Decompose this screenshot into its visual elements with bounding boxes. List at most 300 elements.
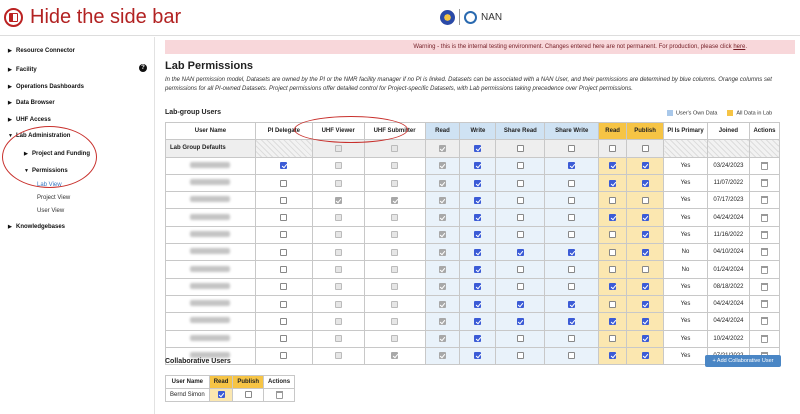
pi-is-primary-cell: No xyxy=(664,261,708,278)
collab-row xyxy=(166,389,295,402)
permission-cell xyxy=(496,157,545,174)
permission-cell xyxy=(425,157,460,174)
checkbox[interactable] xyxy=(335,301,342,308)
collab-col-publish: Publish xyxy=(233,376,264,389)
permission-cell xyxy=(460,261,496,278)
checkbox[interactable] xyxy=(335,214,342,221)
help-icon[interactable]: ? xyxy=(139,64,147,72)
caret-right-icon: ▶ xyxy=(8,224,12,230)
permission-cell xyxy=(599,209,627,226)
legend-own-swatch xyxy=(667,110,673,116)
checkbox[interactable] xyxy=(609,352,616,359)
checkbox[interactable] xyxy=(280,162,287,169)
checkbox[interactable] xyxy=(517,145,524,152)
permission-cell xyxy=(599,174,627,191)
checkbox[interactable] xyxy=(391,197,398,204)
defaults-pi-is-primary xyxy=(664,140,708,157)
checkbox[interactable] xyxy=(280,266,287,273)
permission-cell xyxy=(545,192,599,209)
checkbox[interactable] xyxy=(474,197,481,204)
checkbox[interactable] xyxy=(517,249,524,256)
permission-cell xyxy=(496,330,545,347)
sidebar-item-user-view[interactable]: User View xyxy=(37,208,65,214)
permission-cell xyxy=(627,330,664,347)
actions-cell xyxy=(749,157,779,174)
permission-cell xyxy=(364,347,425,364)
checkbox[interactable] xyxy=(568,197,575,204)
trash-icon[interactable] xyxy=(761,300,768,308)
permission-cell xyxy=(599,192,627,209)
sidebar-item-facility[interactable]: ▶ Facility xyxy=(8,67,37,73)
permission-cell xyxy=(496,295,545,312)
caret-right-icon: ▶ xyxy=(8,67,12,73)
col-read: Read xyxy=(425,123,460,140)
pi-is-primary-cell: Yes xyxy=(664,295,708,312)
checkbox[interactable] xyxy=(280,301,287,308)
logo-divider xyxy=(459,9,460,25)
checkbox[interactable] xyxy=(391,180,398,187)
caret-right-icon: ▶ xyxy=(8,100,12,106)
production-link[interactable]: here xyxy=(733,44,746,50)
redacted-user-name xyxy=(190,248,230,254)
trash-icon[interactable] xyxy=(761,248,768,256)
checkbox[interactable] xyxy=(439,335,446,342)
checkbox[interactable] xyxy=(391,231,398,238)
checkbox[interactable] xyxy=(609,335,616,342)
checkbox[interactable] xyxy=(439,352,446,359)
add-collaborative-user-button[interactable]: + Add Collaborative User xyxy=(705,355,781,367)
pi-is-primary-cell: No xyxy=(664,244,708,261)
permission-cell xyxy=(364,261,425,278)
checkbox[interactable] xyxy=(335,266,342,273)
joined-cell: 04/24/2024 xyxy=(707,209,749,226)
actions-cell xyxy=(749,192,779,209)
checkbox[interactable] xyxy=(335,249,342,256)
checkbox[interactable] xyxy=(391,145,398,152)
checkbox[interactable] xyxy=(439,301,446,308)
checkbox[interactable] xyxy=(335,162,342,169)
checkbox[interactable] xyxy=(335,145,342,152)
sidebar-item-project-view[interactable]: Project View xyxy=(37,195,71,201)
trash-icon[interactable] xyxy=(761,231,768,239)
sidebar-item-data-browser[interactable]: ▶ Data Browser xyxy=(8,100,55,106)
checkbox[interactable] xyxy=(517,352,524,359)
checkbox[interactable] xyxy=(568,214,575,221)
actions-cell xyxy=(749,330,779,347)
permission-cell xyxy=(545,261,599,278)
checkbox[interactable] xyxy=(568,145,575,152)
checkbox[interactable] xyxy=(280,283,287,290)
permission-cell xyxy=(496,209,545,226)
permission-cell xyxy=(255,209,312,226)
permission-cell xyxy=(312,226,364,243)
permission-cell xyxy=(425,347,460,364)
redacted-user-name xyxy=(190,162,230,168)
table-row xyxy=(166,209,780,226)
checkbox[interactable] xyxy=(280,197,287,204)
joined-cell: 11/07/2022 xyxy=(707,174,749,191)
caret-right-icon: ▶ xyxy=(8,48,12,54)
checkbox[interactable] xyxy=(245,391,252,398)
checkbox[interactable] xyxy=(335,335,342,342)
collab-user-name: Bernd Simon xyxy=(166,389,210,402)
permission-cell xyxy=(627,226,664,243)
joined-cell: 04/24/2024 xyxy=(707,295,749,312)
checkbox[interactable] xyxy=(439,283,446,290)
permission-cell xyxy=(425,226,460,243)
permission-cell xyxy=(425,174,460,191)
permission-cell xyxy=(460,209,496,226)
collaborative-users-table xyxy=(165,375,295,402)
permission-cell xyxy=(460,174,496,191)
col-lab-read: Read xyxy=(599,123,627,140)
checkbox[interactable] xyxy=(335,318,342,325)
checkbox[interactable] xyxy=(568,283,575,290)
checkbox[interactable] xyxy=(439,162,446,169)
actions-cell xyxy=(749,244,779,261)
joined-cell: 10/24/2022 xyxy=(707,330,749,347)
nan-logo-icon xyxy=(464,11,477,24)
col-uhf-viewer: UHF Viewer xyxy=(312,123,364,140)
checkbox[interactable] xyxy=(280,214,287,221)
pi-is-primary-cell: Yes xyxy=(664,192,708,209)
defaults-uhf-submitter xyxy=(364,140,425,157)
permission-cell xyxy=(312,192,364,209)
permission-cell xyxy=(255,295,312,312)
defaults-uhf-viewer xyxy=(312,140,364,157)
permission-cell xyxy=(545,174,599,191)
permission-cell xyxy=(364,174,425,191)
permission-cell xyxy=(255,261,312,278)
checkbox[interactable] xyxy=(391,283,398,290)
user-name-cell xyxy=(166,157,256,174)
actions-cell xyxy=(749,278,779,295)
checkbox[interactable] xyxy=(609,318,616,325)
pi-is-primary-cell: Yes xyxy=(664,209,708,226)
trash-icon[interactable] xyxy=(761,335,768,343)
trash-icon[interactable] xyxy=(761,179,768,187)
checkbox[interactable] xyxy=(642,180,649,187)
checkbox[interactable] xyxy=(474,266,481,273)
checkbox[interactable] xyxy=(642,249,649,256)
permission-cell xyxy=(599,278,627,295)
sidebar-item-uhf-access[interactable]: ▶ UHF Access xyxy=(8,117,51,123)
sidebar-item-resource-connector[interactable]: ▶ Resource Connector xyxy=(8,48,76,54)
permission-cell xyxy=(496,347,545,364)
checkbox[interactable] xyxy=(609,145,616,152)
checkbox[interactable] xyxy=(474,352,481,359)
user-name-cell xyxy=(166,209,256,226)
defaults-write xyxy=(460,140,496,157)
checkbox[interactable] xyxy=(474,162,481,169)
checkbox[interactable] xyxy=(568,266,575,273)
checkbox[interactable] xyxy=(642,145,649,152)
checkbox[interactable] xyxy=(280,352,287,359)
permission-cell xyxy=(312,209,364,226)
checkbox[interactable] xyxy=(642,318,649,325)
permission-cell xyxy=(312,313,364,330)
lab-permissions-table xyxy=(165,122,780,365)
checkbox[interactable] xyxy=(439,197,446,204)
caret-right-icon: ▶ xyxy=(8,84,12,90)
checkbox[interactable] xyxy=(439,180,446,187)
permission-cell xyxy=(425,192,460,209)
caret-down-icon: ▼ xyxy=(8,133,13,139)
permission-cell xyxy=(255,244,312,261)
app-logo[interactable] xyxy=(440,9,502,25)
permission-cell xyxy=(312,157,364,174)
checkbox[interactable] xyxy=(517,283,524,290)
checkbox[interactable] xyxy=(391,301,398,308)
checkbox[interactable] xyxy=(517,266,524,273)
checkbox[interactable] xyxy=(517,318,524,325)
table-row xyxy=(166,226,780,243)
checkbox[interactable] xyxy=(474,301,481,308)
permission-cell xyxy=(545,330,599,347)
sidebar-item-knowledgebases[interactable]: ▶ Knowledgebases xyxy=(8,224,66,230)
checkbox[interactable] xyxy=(391,162,398,169)
permission-cell xyxy=(255,313,312,330)
collab-read-cell xyxy=(209,389,233,402)
joined-cell: 01/24/2024 xyxy=(707,261,749,278)
user-name-cell xyxy=(166,295,256,312)
permission-cell xyxy=(364,226,425,243)
checkbox[interactable] xyxy=(474,335,481,342)
user-name-cell xyxy=(166,313,256,330)
checkbox[interactable] xyxy=(474,249,481,256)
defaults-publish xyxy=(627,140,664,157)
actions-cell xyxy=(749,313,779,330)
permission-cell xyxy=(496,226,545,243)
checkbox[interactable] xyxy=(609,301,616,308)
permission-cell xyxy=(460,157,496,174)
defaults-actions xyxy=(749,140,779,157)
logo-text: NAN xyxy=(481,11,503,23)
checkbox[interactable] xyxy=(439,249,446,256)
checkbox[interactable] xyxy=(439,145,446,152)
trash-icon[interactable] xyxy=(761,196,768,204)
collab-publish-cell xyxy=(233,389,264,402)
permission-cell xyxy=(460,226,496,243)
hide-sidebar-label[interactable]: Hide the side bar xyxy=(30,6,182,28)
checkbox[interactable] xyxy=(280,231,287,238)
trash-icon[interactable] xyxy=(761,317,768,325)
col-joined: Joined xyxy=(707,123,749,140)
checkbox[interactable] xyxy=(391,335,398,342)
checkbox[interactable] xyxy=(391,352,398,359)
sidebar-item-lab-view[interactable]: Lab View xyxy=(37,182,62,188)
checkbox[interactable] xyxy=(335,197,342,204)
permission-cell xyxy=(460,347,496,364)
sidebar-toggle-icon[interactable] xyxy=(4,8,23,27)
table-row xyxy=(166,278,780,295)
table-row xyxy=(166,244,780,261)
checkbox[interactable] xyxy=(517,335,524,342)
checkbox[interactable] xyxy=(439,266,446,273)
checkbox[interactable] xyxy=(642,266,649,273)
permission-cell xyxy=(425,244,460,261)
col-share-read: Share Read xyxy=(496,123,545,140)
permission-cell xyxy=(255,174,312,191)
checkbox[interactable] xyxy=(517,301,524,308)
permission-cell xyxy=(460,278,496,295)
trash-icon[interactable] xyxy=(761,283,768,291)
redacted-user-name xyxy=(190,283,230,289)
trash-icon[interactable] xyxy=(761,214,768,222)
permission-cell xyxy=(627,261,664,278)
checkbox[interactable] xyxy=(568,249,575,256)
table-row xyxy=(166,330,780,347)
permission-cell xyxy=(364,209,425,226)
collab-col-user-name: User Name xyxy=(166,376,210,389)
legend xyxy=(667,110,772,116)
checkbox[interactable] xyxy=(517,162,524,169)
checkbox[interactable] xyxy=(568,318,575,325)
joined-cell: 04/24/2024 xyxy=(707,313,749,330)
checkbox[interactable] xyxy=(517,180,524,187)
trash-icon[interactable] xyxy=(761,266,768,274)
checkbox[interactable] xyxy=(568,335,575,342)
permission-cell xyxy=(599,157,627,174)
permission-cell xyxy=(599,313,627,330)
checkbox[interactable] xyxy=(439,214,446,221)
permission-cell xyxy=(460,295,496,312)
checkbox[interactable] xyxy=(280,318,287,325)
redacted-user-name xyxy=(190,266,230,272)
checkbox[interactable] xyxy=(568,301,575,308)
checkbox[interactable] xyxy=(474,318,481,325)
permission-cell xyxy=(312,347,364,364)
permission-cell xyxy=(364,295,425,312)
checkbox[interactable] xyxy=(642,197,649,204)
user-name-cell xyxy=(166,226,256,243)
permission-cell xyxy=(425,295,460,312)
trash-icon[interactable] xyxy=(761,162,768,170)
checkbox[interactable] xyxy=(474,231,481,238)
checkbox[interactable] xyxy=(609,249,616,256)
defaults-lab-read xyxy=(599,140,627,157)
checkbox[interactable] xyxy=(474,145,481,152)
defaults-read xyxy=(425,140,460,157)
redacted-user-name xyxy=(190,317,230,323)
checkbox[interactable] xyxy=(609,197,616,204)
joined-cell: 07/17/2023 xyxy=(707,192,749,209)
checkbox[interactable] xyxy=(642,301,649,308)
sidebar-item-operations-dashboards[interactable]: ▶ Operations Dashboards xyxy=(8,84,85,90)
permission-cell xyxy=(312,174,364,191)
collab-header-row xyxy=(166,376,295,389)
defaults-pi-delegate xyxy=(255,140,312,157)
permission-cell xyxy=(496,278,545,295)
checkbox[interactable] xyxy=(517,231,524,238)
checkbox[interactable] xyxy=(609,231,616,238)
pi-is-primary-cell: Yes xyxy=(664,347,708,364)
checkbox[interactable] xyxy=(335,231,342,238)
checkbox[interactable] xyxy=(642,214,649,221)
checkbox[interactable] xyxy=(517,214,524,221)
checkbox[interactable] xyxy=(568,162,575,169)
table-row xyxy=(166,313,780,330)
checkbox[interactable] xyxy=(568,352,575,359)
checkbox[interactable] xyxy=(568,231,575,238)
sidebar-item-project-and-funding[interactable]: ▶ Project and Funding xyxy=(24,151,90,157)
collab-col-actions: Actions xyxy=(264,376,295,389)
checkbox[interactable] xyxy=(642,162,649,169)
checkbox[interactable] xyxy=(391,214,398,221)
redacted-user-name xyxy=(190,300,230,306)
user-name-cell xyxy=(166,261,256,278)
checkbox[interactable] xyxy=(568,180,575,187)
checkbox[interactable] xyxy=(335,180,342,187)
checkbox[interactable] xyxy=(280,335,287,342)
redacted-user-name xyxy=(190,179,230,185)
checkbox[interactable] xyxy=(609,162,616,169)
actions-cell xyxy=(749,209,779,226)
permission-cell xyxy=(627,157,664,174)
col-write: Write xyxy=(460,123,496,140)
checkbox[interactable] xyxy=(439,318,446,325)
checkbox[interactable] xyxy=(517,197,524,204)
sidebar-item-lab-administration[interactable]: ▼ Lab Administration xyxy=(8,133,71,139)
checkbox[interactable] xyxy=(642,283,649,290)
checkbox[interactable] xyxy=(642,231,649,238)
sidebar-item-permissions[interactable]: ▼ Permissions xyxy=(24,168,68,174)
permission-cell xyxy=(496,244,545,261)
checkbox[interactable] xyxy=(609,283,616,290)
checkbox[interactable] xyxy=(391,266,398,273)
checkbox[interactable] xyxy=(391,318,398,325)
actions-cell xyxy=(749,295,779,312)
seal-icon xyxy=(440,10,455,25)
permission-cell xyxy=(627,209,664,226)
actions-cell xyxy=(749,261,779,278)
checkbox[interactable] xyxy=(609,214,616,221)
checkbox[interactable] xyxy=(335,352,342,359)
checkbox[interactable] xyxy=(642,352,649,359)
permission-cell xyxy=(627,192,664,209)
checkbox[interactable] xyxy=(391,249,398,256)
checkbox[interactable] xyxy=(280,249,287,256)
user-name-cell xyxy=(166,174,256,191)
checkbox[interactable] xyxy=(474,180,481,187)
checkbox[interactable] xyxy=(218,391,225,398)
trash-icon[interactable] xyxy=(276,391,283,399)
defaults-joined xyxy=(707,140,749,157)
legend-own: User's Own Data xyxy=(667,110,717,116)
checkbox[interactable] xyxy=(439,231,446,238)
checkbox[interactable] xyxy=(474,283,481,290)
checkbox[interactable] xyxy=(609,266,616,273)
permission-cell xyxy=(545,226,599,243)
user-name-cell xyxy=(166,192,256,209)
permission-cell xyxy=(496,174,545,191)
permission-cell xyxy=(425,330,460,347)
table-row xyxy=(166,157,780,174)
checkbox[interactable] xyxy=(642,335,649,342)
permission-cell xyxy=(627,174,664,191)
pi-is-primary-cell: Yes xyxy=(664,278,708,295)
permission-cell xyxy=(599,261,627,278)
checkbox[interactable] xyxy=(335,283,342,290)
checkbox[interactable] xyxy=(474,214,481,221)
checkbox[interactable] xyxy=(280,180,287,187)
checkbox[interactable] xyxy=(609,180,616,187)
col-pi-is-primary: PI Is Primary xyxy=(664,123,708,140)
permission-cell xyxy=(627,347,664,364)
redacted-user-name xyxy=(190,335,230,341)
user-name-cell xyxy=(166,244,256,261)
permission-cell xyxy=(364,157,425,174)
